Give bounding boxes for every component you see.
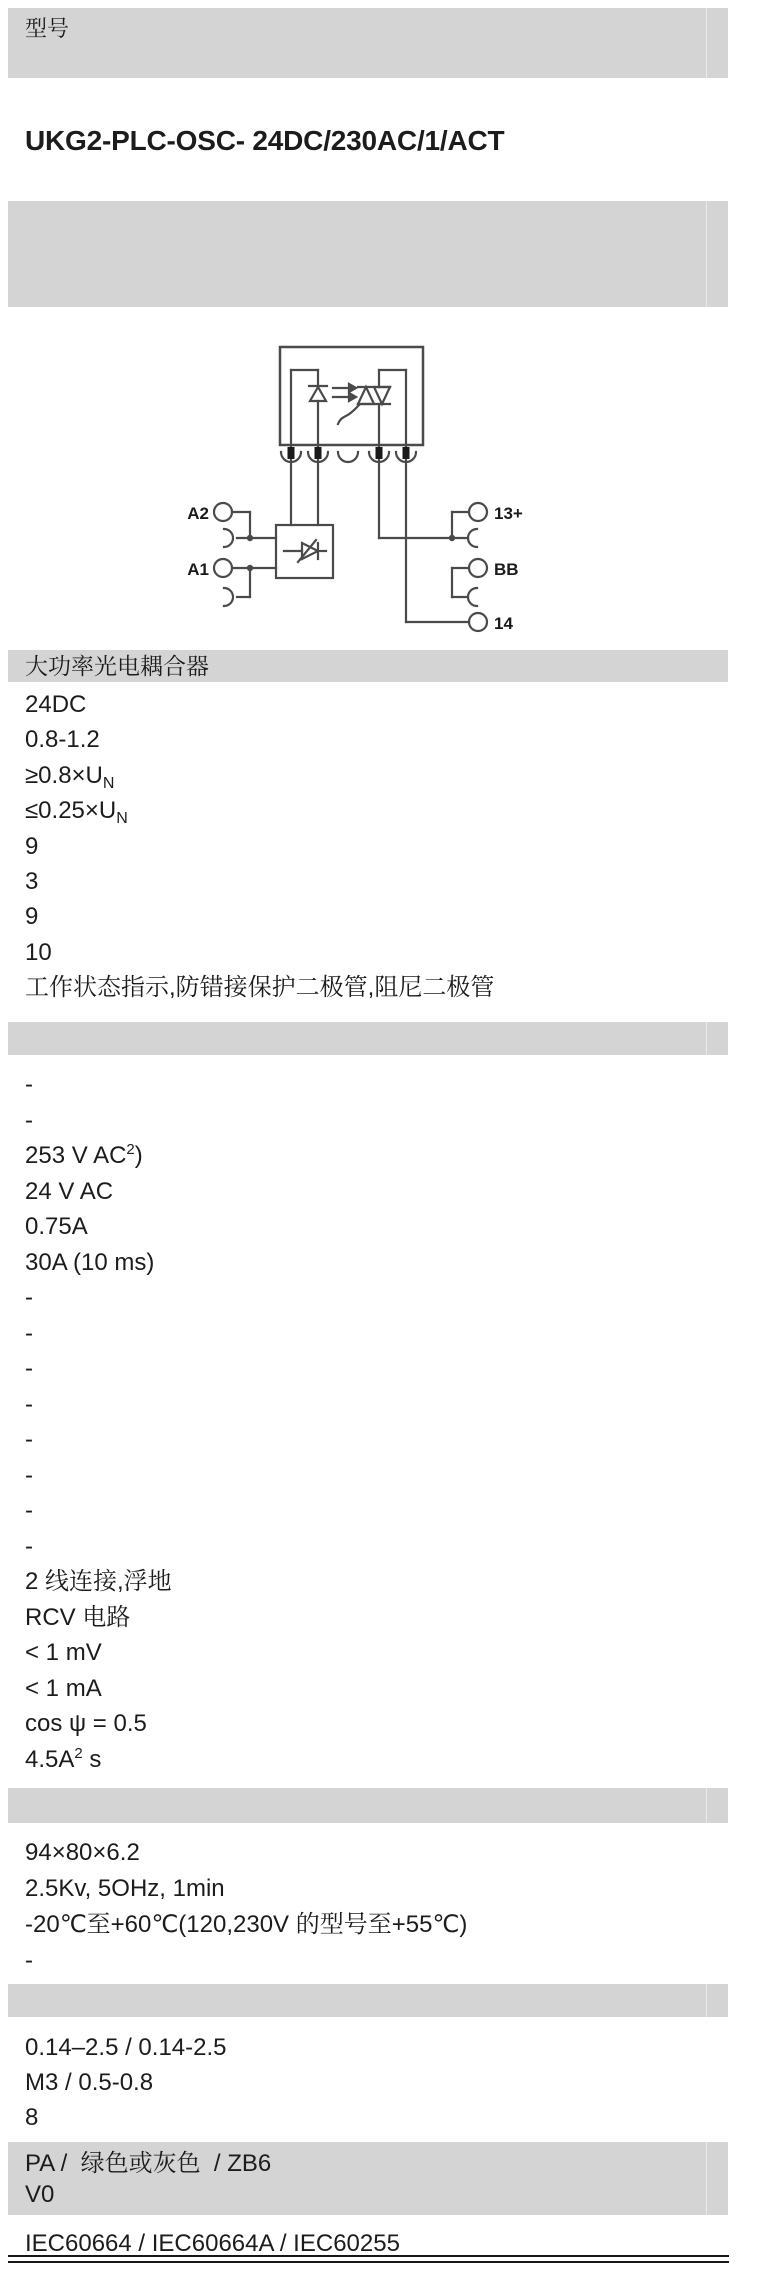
spec-value-row: 0.8-1.2: [25, 726, 100, 754]
spec-value-row: 0.14–2.5 / 0.14-2.5: [25, 2034, 227, 2061]
spec-value-row: 8: [25, 2104, 39, 2131]
spec-value-row: -: [25, 1947, 33, 1974]
spec-value-row: 253 V $AC^2$): [25, 1141, 143, 1169]
spec-value-row: IEC60664 / IEC60664A / IEC60255: [25, 2230, 400, 2257]
clip-contact: [468, 588, 477, 606]
spec-rows-general: [8, 1835, 728, 1979]
terminal-circle-a2: [214, 503, 232, 521]
light-arrow-icon: [349, 393, 356, 401]
material-band: [8, 2142, 728, 2215]
spec-value-row: -: [25, 1497, 33, 1524]
terminal-circle-14: [469, 613, 487, 631]
spec-rows-coupler: [8, 687, 728, 1006]
terminal-circle-a1: [214, 559, 232, 577]
spec-value-row: 9: [25, 832, 39, 860]
terminal-label-bb: BB: [494, 560, 519, 579]
table-cell-divider: [706, 2142, 707, 2215]
empty-table-band: [8, 201, 728, 307]
spec-value-row: RCV 电路: [25, 1603, 131, 1631]
table-cell-divider: [706, 201, 707, 307]
spec-value-row: 94×80×6.2: [25, 1839, 140, 1866]
terminal-circle-13plus: [469, 503, 487, 521]
terminal-label-13plus: 13+: [494, 504, 523, 523]
section-header-coupler: [8, 650, 728, 682]
model-header-bar: [8, 8, 728, 78]
light-arrow-icon: [349, 384, 356, 392]
spec-rows-connection: [8, 2030, 728, 2135]
table-cell-divider: [706, 1984, 707, 2017]
spec-value-row: -: [25, 1106, 33, 1134]
section-divider-bar: [8, 1788, 728, 1823]
spec-value-row: -: [25, 1461, 33, 1489]
spec-value-row: < 1 mV: [25, 1639, 102, 1666]
spec-value-row: 24 V AC: [25, 1177, 114, 1205]
junction-dot: [449, 535, 455, 541]
clamp-arc: [338, 452, 358, 462]
section-title: 大功率光电耦合器: [25, 653, 209, 679]
spec-value-row: 10: [25, 938, 52, 966]
clip-contact: [468, 529, 477, 547]
spec-value-row: PA / 绿色或灰色 / ZB6: [25, 2150, 272, 2177]
terminal-pins: [288, 447, 410, 459]
spec-value-row: -: [25, 1284, 33, 1311]
triac-icon: [358, 387, 374, 404]
spec-value-row: -: [25, 1355, 33, 1382]
led-diode-icon: [310, 387, 326, 401]
terminal-label-a1: A1: [187, 560, 209, 579]
spec-value-row: -: [25, 1426, 33, 1453]
table-cell-divider: [706, 1022, 707, 1055]
clip-contact: [224, 529, 233, 547]
spec-value-row: 24DC: [25, 691, 87, 718]
clip-contact: [224, 588, 233, 606]
spec-value-row: 30A (10 ms): [25, 1248, 155, 1276]
table-cell-divider: [706, 1788, 707, 1823]
triac-icon: [374, 387, 390, 404]
spec-value-row: -: [25, 1532, 33, 1560]
junction-dot: [247, 535, 253, 541]
spec-value-row: 2 线连接,浮地: [25, 1568, 172, 1595]
spec-value-row: 工作状态指示,防错接保护二极管,阻尼二极管: [25, 974, 495, 1002]
spec-value-row: $4.5A^2$ s: [25, 1744, 102, 1773]
spec-value-row: 0.75A: [25, 1213, 88, 1240]
terminal-label-a2: A2: [187, 504, 209, 523]
circuit-diagram: [150, 325, 540, 640]
spec-value-row: -: [25, 1071, 33, 1098]
spec-rows-material: [8, 2142, 728, 2210]
spec-rows-output: [8, 1067, 728, 1777]
section-divider-bar: [8, 1022, 728, 1055]
table-cell-divider: [706, 8, 707, 78]
section-divider-bar: [8, 1984, 728, 2017]
terminal-label-14: 14: [494, 614, 513, 633]
spec-value-row: $\le 0.25\times U_N$: [25, 797, 128, 828]
spec-value-row: 3: [25, 867, 39, 895]
spec-value-row: -: [25, 1319, 33, 1347]
table-bottom-rule: [8, 2255, 729, 2263]
spec-value-row: $\ge 0.8\times U_N$: [25, 761, 115, 792]
triac-gate: [338, 405, 359, 424]
spec-value-row: cos ψ = 0.5: [25, 1710, 147, 1737]
spec-value-row: -: [25, 1390, 33, 1418]
diode-icon: [302, 543, 318, 559]
spec-value-row: 9: [25, 903, 39, 931]
spec-value-row: M3 / 0.5-0.8: [25, 2069, 154, 2096]
model-designation: UKG2-PLC-OSC- 24DC/230AC/1/ACT: [25, 125, 505, 156]
spec-value-row: V0: [25, 2181, 55, 2208]
terminal-circle-bb: [469, 559, 487, 577]
spec-value-row: 2.5Kv, 5OHz, 1min: [25, 1875, 225, 1902]
page-title: 型号: [25, 16, 70, 41]
spec-value-row: < 1 mA: [25, 1674, 102, 1702]
spec-value-row: -20℃至+60℃(120,230V 的型号至+55℃): [25, 1911, 468, 1938]
